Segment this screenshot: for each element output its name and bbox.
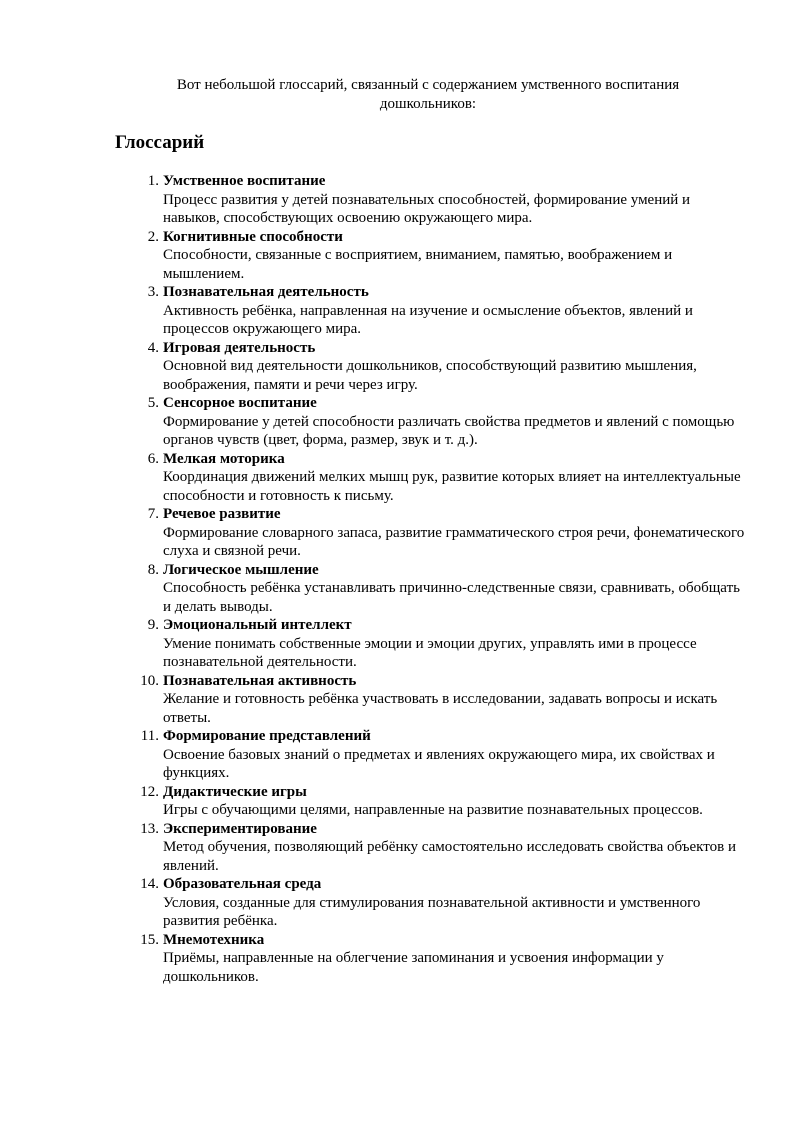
entry-definition: Игры с обучающими целями, направленные на развитие познавательных процессов. [163,802,703,818]
entry-definition: Основной вид деятельности дошкольников, способствующий развитию мышления, воображения, памяти и речи через игру. [163,358,697,393]
glossary-entry [0,228,748,284]
entry-number: 5. [147,395,159,411]
entry-term: Сенсорное воспитание [163,395,317,411]
entry-definition: Желание и готовность ребёнка участвовать в исследовании, задавать вопросы и искать ответы. [163,691,718,726]
entry-number: 9. [147,617,159,633]
entry-term: Умственное воспитание [163,173,326,189]
glossary-entry [0,783,748,820]
entry-definition: Освоение базовых знаний о предметах и явлениях окружающего мира, их свойствах и функциях. [163,746,715,781]
entry-definition: Приёмы, направленные на облегчение запоминания и усвоения информации у дошкольников. [163,950,664,985]
entry-term: Мнемотехника [163,931,265,948]
intro-text: Вот небольшой глоссарий, связанный с содержанием умственного воспитания дошкольников: [176,77,680,112]
entry-number: 15. [140,931,159,948]
entry-number: 11. [140,728,159,744]
glossary-entry [0,505,748,561]
glossary-entry [0,672,748,728]
entry-term: Логическое мышление [163,561,319,578]
glossary-list [0,172,800,986]
entry-definition: Координация движений мелких мышц рук, развитие которых влияет на интеллектуальные способности и готовность к письму. [163,469,741,504]
entry-number: 8. [147,561,159,578]
glossary-entry [0,727,748,783]
entry-number: 14. [140,876,159,892]
glossary-entry [0,172,748,228]
entry-definition: Умение понимать собственные эмоции и эмоции других, управлять ими в процессе познавательной деятельности. [163,635,697,670]
glossary-entry [0,450,748,506]
glossary-heading: Глоссарий [115,132,205,153]
entry-number: 1. [147,173,159,189]
entry-number: 7. [147,506,159,522]
glossary-entry [0,616,748,672]
entry-definition: Формирование у детей способности различать свойства предметов и явлений с помощью органов чувств (цвет, форма, размер, звук и т. д.). [163,413,735,448]
entry-term: Экспериментирование [163,820,317,837]
entry-definition: Условия, созданные для стимулирования познавательной активности и умственного развития ребёнка. [163,894,701,929]
glossary-entry [0,820,748,876]
entry-definition: Активность ребёнка, направленная на изучение и осмысление объектов, явлений и процессов окружающего мира. [163,302,693,337]
entry-term: Познавательная деятельность [163,284,369,300]
entry-term: Формирование представлений [163,728,371,744]
entry-number: 3. [147,284,159,300]
entry-number: 4. [147,339,159,356]
entry-term: Дидактические игры [163,783,307,800]
entry-term: Эмоциональный интеллект [163,617,352,633]
entry-term: Когнитивные способности [163,228,343,245]
entry-term: Игровая деятельность [163,339,316,356]
entry-term: Образовательная среда [163,876,322,892]
glossary-entry [0,283,748,339]
entry-definition: Метод обучения, позволяющий ребёнку самостоятельно исследовать свойства объектов и явлений. [163,839,736,874]
glossary-entry [0,875,748,931]
glossary-entry [0,394,748,450]
entry-number: 13. [140,820,159,837]
entry-number: 6. [147,450,159,467]
entry-definition: Процесс развития у детей познавательных способностей, формирование умений и навыков, способствующих освоению окружающего мира. [163,191,691,226]
entry-term: Познавательная активность [163,672,357,689]
entry-definition: Формирование словарного запаса, развитие грамматического строя речи, фонематического слуха и связной речи. [163,524,745,559]
glossary-entry [0,931,748,987]
glossary-entry [0,339,748,395]
entry-term: Мелкая моторика [163,450,285,467]
entry-number: 10. [140,672,159,689]
entry-definition: Способности, связанные с восприятием, вниманием, памятью, воображением и мышлением. [163,247,673,282]
entry-term: Речевое развитие [163,506,281,522]
entry-definition: Способность ребёнка устанавливать причинно-следственные связи, сравнивать, обобщать и делать выводы. [163,580,740,615]
entry-number: 12. [140,783,159,800]
entry-number: 2. [147,228,159,245]
glossary-entry [0,561,748,617]
